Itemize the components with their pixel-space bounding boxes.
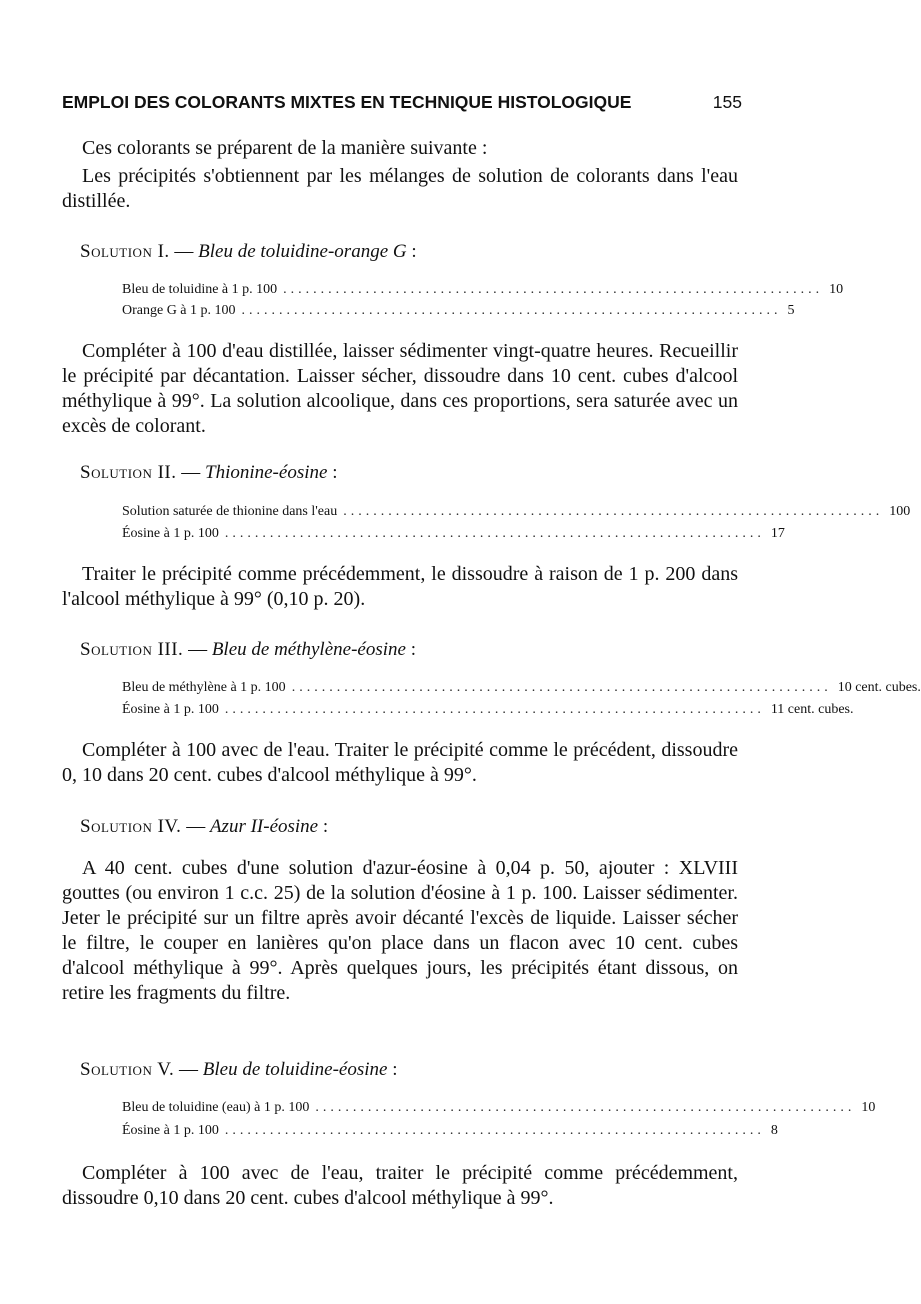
ingredient-quantity: 10 (829, 282, 844, 297)
ingredient-name: Solution saturée de thionine dans l'eau (122, 504, 338, 519)
ingredient-quantity: 17 (770, 526, 785, 541)
intro-paragraph: Les précipités s'obtiennent par les mélanges de solution de colorants dans l'eau distillée. (62, 165, 738, 212)
solution-2-instructions: Traiter le précipité comme précédemment, le dissoudre à raison de 1 p. 200 dans l'alcool méthylique à 99° (0,10 p. 20). (62, 563, 738, 610)
solution-1-heading (80, 240, 417, 264)
solution-2-suffix: : (327, 462, 338, 483)
leader-dots: ........................................................................ (241, 303, 782, 318)
leader-dots: ........................................................................ (224, 1123, 765, 1138)
leader-dots: ........................................................................ (343, 504, 884, 519)
solution-5-heading (80, 1058, 397, 1082)
solution-5-instructions: Compléter à 100 avec de l'eau, traiter le précipité comme précédemment, dissoudre 0,10 dans 20 cent. cubes d'alcool méthylique à 99°. (62, 1162, 738, 1209)
solution-5-label: Solution V. (80, 1059, 175, 1080)
solution-5-dash: — (174, 1059, 203, 1080)
solution-4-title: Azur II-éosine (209, 816, 319, 837)
solution-1-ingredient-1 (122, 280, 844, 300)
ingredient-quantity: 100 (889, 504, 911, 519)
solution-4-dash: — (181, 816, 210, 837)
ingredient-quantity: 10 cent. cubes. (837, 680, 921, 695)
ingredient-quantity: 8 (770, 1123, 778, 1138)
solution-4-instructions: A 40 cent. cubes d'une solution d'azur-éosine à 0,04 p. 50, ajouter : XLVIII gouttes (ou environ 1 c.c. 25) de la solution d'éosine à 1 p. 100. Laisser sédimenter. Jeter le précipité sur un filtre après avoir décanté l'excès de liquide. Laisser sécher le filtre, le couper en lanières qu'on place dans un flacon avec 10 cent. cubes d'alcool méthylique à 99°. Après quelques jours, les précipités étant dissous, on retire les fragments du filtre. (62, 857, 738, 1004)
solution-2-title: Thionine-éosine (205, 462, 328, 483)
solution-3-instructions: Compléter à 100 avec de l'eau. Traiter le précipité comme le précédent, dissoudre 0, 10 dans 20 cent. cubes d'alcool méthylique à 99°. (62, 739, 738, 786)
intro-line-1: Ces colorants se préparent de la manière suivante : (82, 137, 488, 159)
solution-3-title: Bleu de méthylène-éosine (211, 639, 406, 660)
solution-3-dash: — (183, 639, 212, 660)
ingredient-name: Orange G à 1 p. 100 (122, 303, 236, 318)
solution-2-ingredient-1 (122, 502, 911, 522)
page-number: 155 (712, 92, 742, 112)
solution-1-suffix: : (406, 241, 417, 262)
running-header (62, 92, 742, 113)
solution-3-heading (80, 638, 416, 662)
ingredient-name: Éosine à 1 p. 100 (122, 526, 219, 541)
solution-1-instructions: Compléter à 100 d'eau distillée, laisser sédimenter vingt-quatre heures. Recueillir le précipité par décantation. Laisser sécher, dissoudre dans 10 cent. cubes d'alcool méthylique à 99°. La solution alcoolique, dans ces proportions, sera saturée avec un excès de colorant. (62, 340, 738, 437)
solution-5-suffix: : (387, 1059, 398, 1080)
ingredient-quantity: 11 cent. cubes. (770, 702, 854, 717)
ingredient-name: Éosine à 1 p. 100 (122, 1123, 219, 1138)
header-title: EMPLOI DES COLORANTS MIXTES EN TECHNIQUE HISTOLOGIQUE (62, 92, 632, 112)
leader-dots: ........................................................................ (224, 526, 765, 541)
solution-3-ingredient-2 (122, 700, 854, 720)
solution-3-label: Solution III. (80, 639, 184, 660)
solution-1-title: Bleu de toluidine-orange G (198, 241, 407, 262)
ingredient-name: Éosine à 1 p. 100 (122, 702, 219, 717)
leader-dots: ........................................................................ (291, 680, 832, 695)
ingredient-quantity: 5 (787, 303, 795, 318)
solution-1-label: Solution I. (80, 241, 170, 262)
solution-5-ingredient-2 (122, 1121, 778, 1141)
solution-1-ingredient-2 (122, 301, 795, 321)
solution-3-ingredient-1 (122, 678, 921, 698)
solution-4-label: Solution IV. (80, 816, 182, 837)
leader-dots: ........................................................................ (224, 702, 765, 717)
leader-dots: ........................................................................ (315, 1100, 856, 1115)
solution-2-heading (80, 461, 337, 485)
solution-3-suffix: : (405, 639, 416, 660)
solution-2-label: Solution II. (80, 462, 177, 483)
ingredient-name: Bleu de méthylène à 1 p. 100 (122, 680, 286, 695)
ingredient-name: Bleu de toluidine (eau) à 1 p. 100 (122, 1100, 310, 1115)
solution-2-dash: — (176, 462, 205, 483)
solution-1-dash: — (169, 241, 199, 262)
solution-4-suffix: : (318, 816, 329, 837)
leader-dots: ........................................................................ (283, 282, 824, 297)
ingredient-name: Bleu de toluidine à 1 p. 100 (122, 282, 278, 297)
solution-5-title: Bleu de toluidine-éosine (202, 1059, 388, 1080)
ingredient-quantity: 10 (861, 1100, 876, 1115)
solution-2-ingredient-2 (122, 524, 785, 544)
solution-5-ingredient-1 (122, 1098, 876, 1118)
solution-4-heading (80, 815, 328, 839)
